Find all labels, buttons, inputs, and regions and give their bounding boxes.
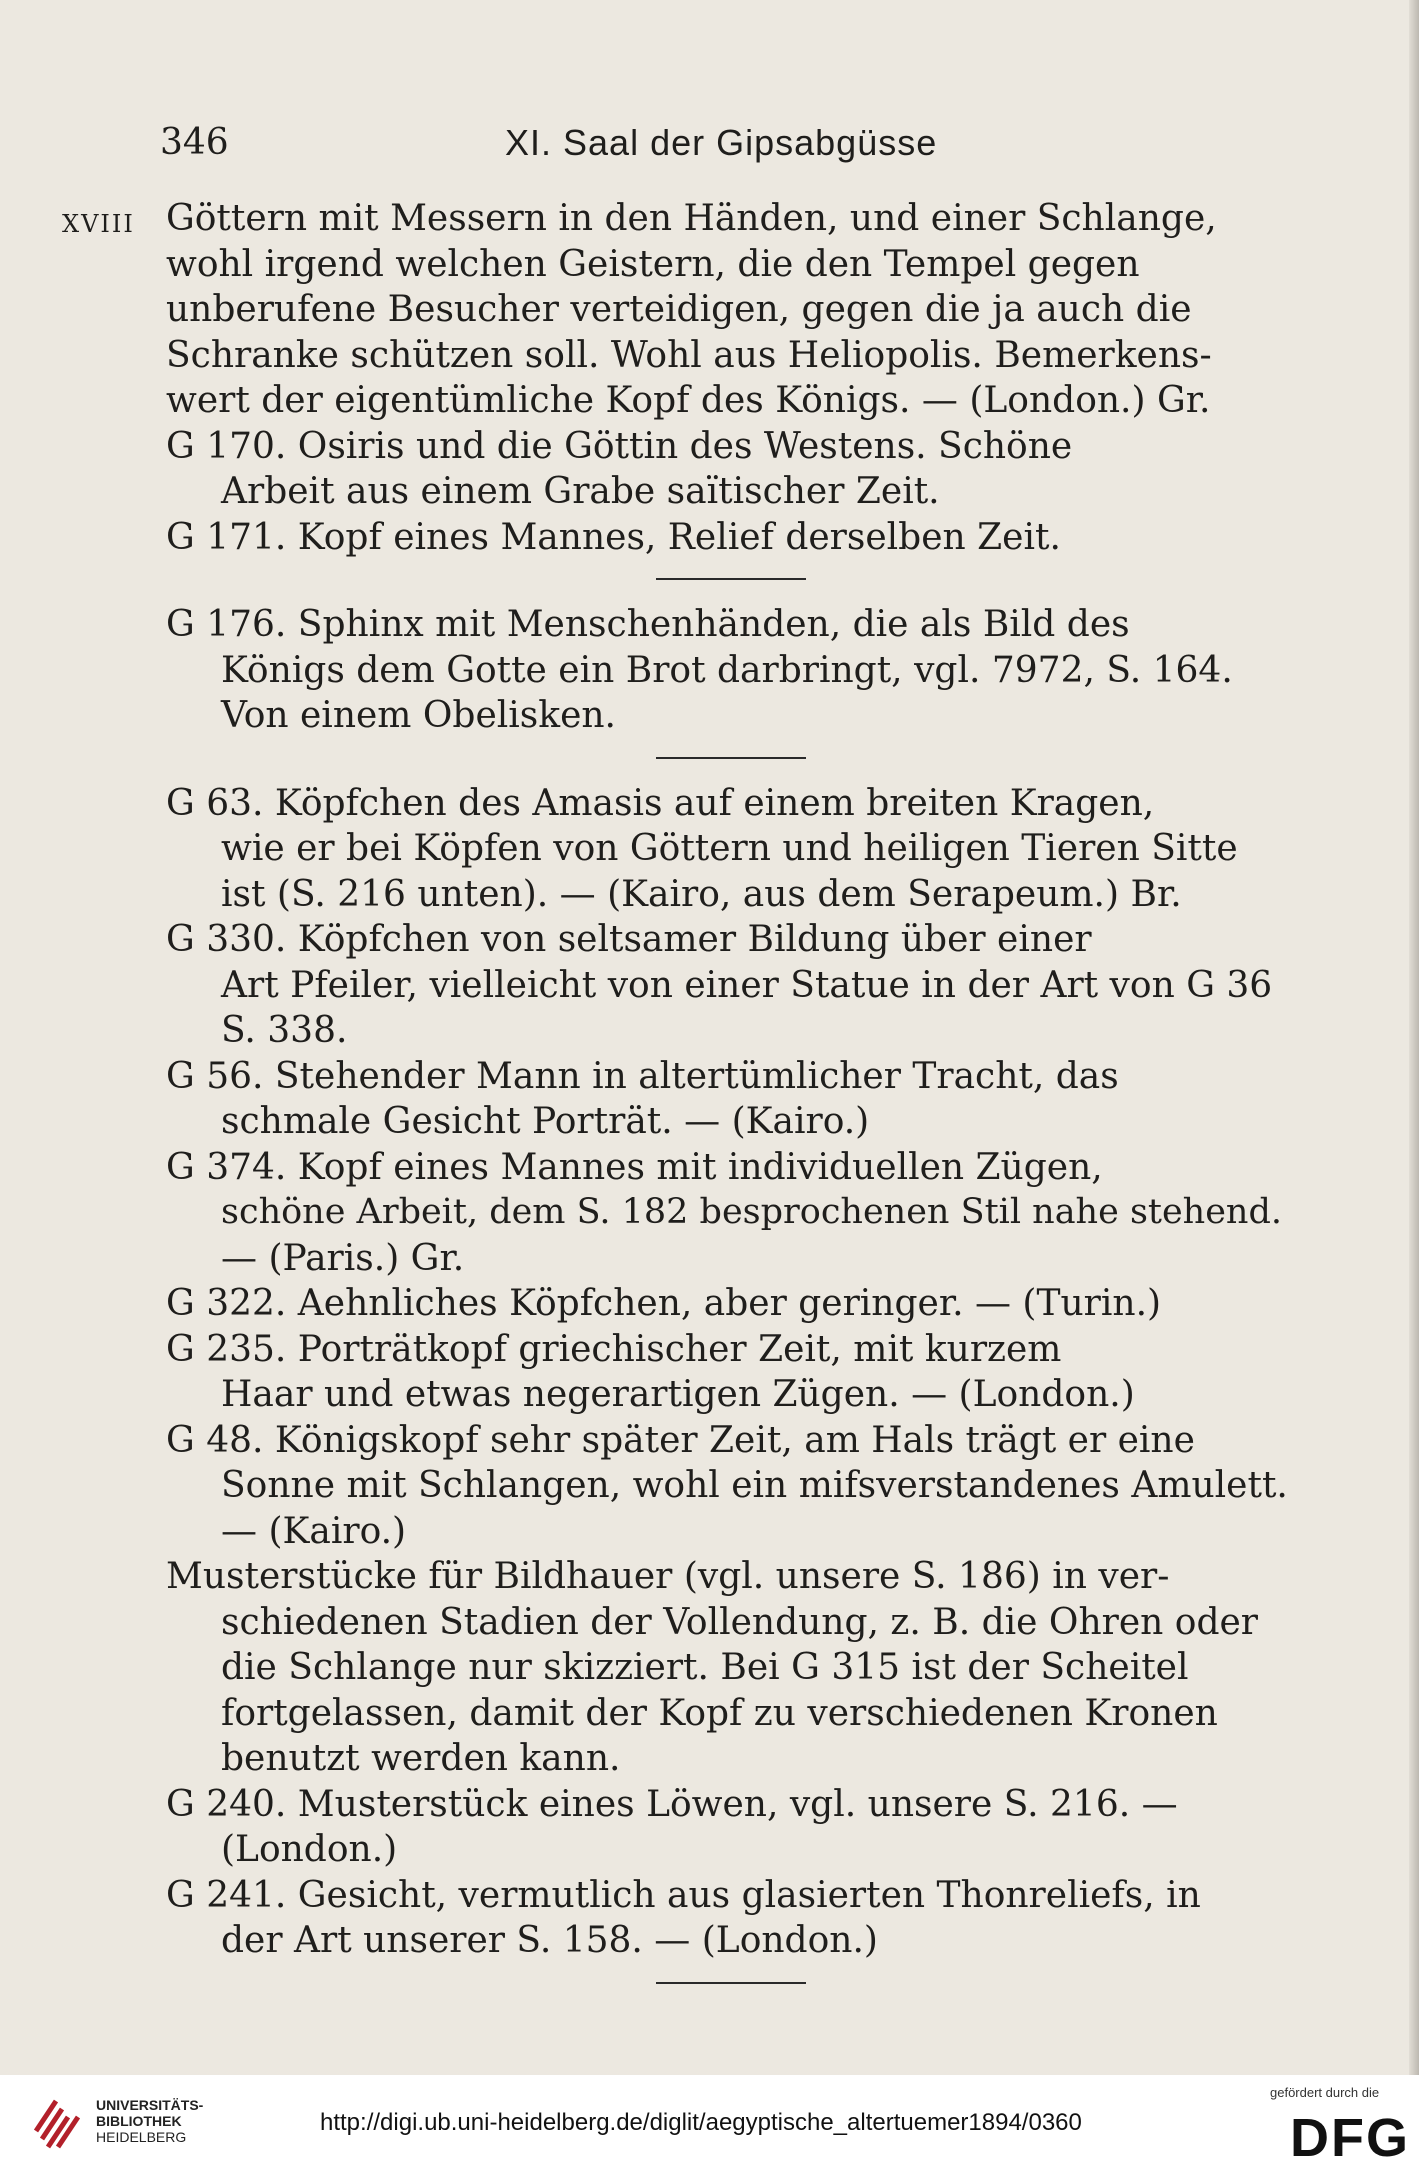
catalog-entry	[166, 917, 1296, 1054]
dfg-logo: DFG	[1290, 2108, 1410, 2168]
section-separator	[656, 757, 806, 759]
catalog-entry	[166, 1782, 1296, 1873]
text-line: G 171. Kopf eines Mannes, Relief derselben Zeit.	[166, 516, 1061, 558]
text-line: Sonne mit Schlangen, wohl ein mifsverstandenes Amulett.	[221, 1465, 1288, 1506]
text-line: G 63. Köpfchen des Amasis auf einem breiten Kragen,	[166, 782, 1155, 824]
page-edge	[1409, 0, 1419, 2075]
text-line: G 170. Osiris und die Göttin des Westens. Schöne	[166, 425, 1073, 467]
text-line: G 330. Köpfchen von seltsamer Bildung über einer	[166, 919, 1092, 960]
library-name-line: BIBLIOTHEK	[96, 2113, 182, 2129]
text-line: schiedenen Stadien der Vollendung, z. B. die Ohren oder	[221, 1601, 1259, 1643]
text-line: G 322. Aehnliches Köpfchen, aber geringer. — (Turin.)	[166, 1283, 1162, 1324]
section-separator	[656, 1982, 806, 1984]
catalog-entry	[166, 1873, 1296, 1964]
text-line: benutzt werden kann.	[221, 1738, 621, 1779]
catalog-entry	[166, 1054, 1296, 1145]
running-head-title: XI. Saal der Gipsabgüsse	[505, 122, 938, 163]
catalog-entry	[166, 602, 1296, 739]
library-name-line: UNIVERSITÄTS-	[96, 2097, 204, 2113]
text-line: G 176. Sphinx mit Menschenhänden, die als Bild des	[166, 604, 1130, 645]
text-line: Göttern mit Messern in den Händen, und einer Schlange,	[166, 198, 1217, 239]
text-line: wohl irgend welchen Geistern, die den Tempel gegen	[166, 243, 1140, 285]
source-url-link[interactable]: http://digi.ub.uni-heidelberg.de/diglit/aegyptische_altertuemer1894/0360	[320, 2109, 1082, 2136]
text-line: — (Kairo.)	[221, 1510, 407, 1552]
catalog-entry	[166, 196, 1296, 424]
text-line: G 56. Stehender Mann in altertümlicher Tracht, das	[166, 1055, 1119, 1097]
page-number: 346	[160, 122, 229, 163]
library-name-line: HEIDELBERG	[96, 2129, 187, 2145]
catalog-entry	[166, 781, 1296, 918]
catalog-entry	[166, 424, 1296, 515]
text-line: Arbeit aus einem Grabe saïtischer Zeit.	[221, 471, 940, 512]
text-line: S. 338.	[221, 1010, 348, 1051]
library-logo-icon	[28, 2091, 88, 2155]
running-head	[0, 122, 1419, 172]
text-line: G 374. Kopf eines Mannes mit individuellen Zügen,	[166, 1146, 1103, 1188]
funded-by-label: gefördert durch die	[1270, 2085, 1380, 2100]
text-line: ist (S. 216 unten). — (Kairo, aus dem Serapeum.) Br.	[221, 873, 1182, 915]
text-line: Art Pfeiler, vielleicht von einer Statue in der Art von G 36	[221, 964, 1273, 1006]
text-line: (London.)	[221, 1829, 398, 1870]
section-separator	[656, 578, 806, 580]
body-text	[166, 196, 1296, 2006]
catalog-entry	[166, 1145, 1296, 1282]
text-line: Haar und etwas negerartigen Zügen. — (London.)	[221, 1374, 1135, 1415]
footer-bar	[0, 2075, 1419, 2176]
text-line: G 235. Porträtkopf griechischer Zeit, mit kurzem	[166, 1328, 1062, 1370]
text-line: Schranke schützen soll. Wohl aus Heliopolis. Bemerkens-	[166, 334, 1212, 376]
catalog-entry	[166, 1554, 1296, 1782]
catalog-entry	[166, 515, 1296, 561]
catalog-entry	[166, 1418, 1296, 1555]
catalog-entry	[166, 1327, 1296, 1418]
text-line: Von einem Obelisken.	[221, 695, 616, 736]
text-line: G 48. Königskopf sehr später Zeit, am Hals trägt er eine	[166, 1419, 1195, 1461]
text-line: G 241. Gesicht, vermutlich aus glasierten Thonreliefs, in	[166, 1874, 1201, 1916]
text-line: wie er bei Köpfen von Göttern und heiligen Tieren Sitte	[221, 828, 1238, 869]
text-line: fortgelassen, damit der Kopf zu verschiedenen Kronen	[221, 1692, 1218, 1734]
library-name	[96, 2097, 203, 2145]
text-line: unberufene Besucher verteidigen, gegen die ja auch die	[166, 289, 1192, 330]
text-line: der Art unserer S. 158. — (London.)	[221, 1920, 878, 1961]
text-line: schmale Gesicht Porträt. — (Kairo.)	[221, 1101, 870, 1142]
text-line: G 240. Musterstück eines Löwen, vgl. unsere S. 216. —	[166, 1783, 1178, 1825]
text-line: wert der eigentümliche Kopf des Königs. — (London.) Gr.	[166, 380, 1211, 421]
text-line: Musterstücke für Bildhauer (vgl. unsere S. 186) in ver-	[166, 1556, 1170, 1597]
text-line: schöne Arbeit, dem S. 182 besprochenen Stil nahe stehend.	[221, 1192, 1283, 1232]
catalog-entry	[166, 1281, 1296, 1327]
text-line: Königs dem Gotte ein Brot darbringt, vgl. 7972, S. 164.	[221, 649, 1233, 691]
margin-mark: XVIII	[62, 210, 135, 238]
text-line: — (Paris.) Gr.	[221, 1237, 465, 1279]
text-line: die Schlange nur skizziert. Bei G 315 ist der Scheitel	[221, 1647, 1189, 1688]
